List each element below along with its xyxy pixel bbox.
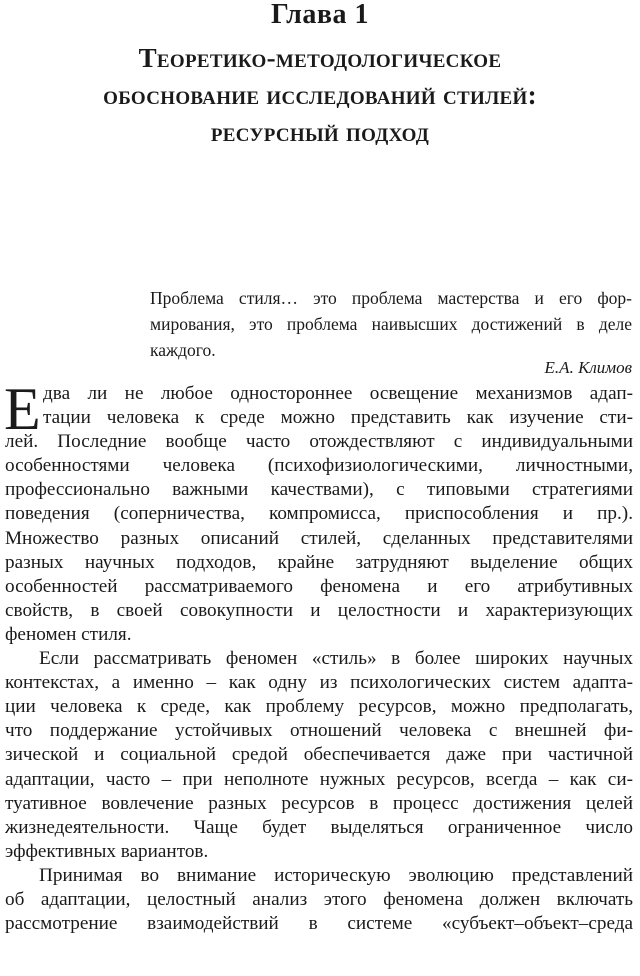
paragraph-line: Множество разных описаний стилей, сделанных представителями bbox=[5, 527, 633, 549]
drop-cap: Е bbox=[4, 376, 41, 442]
body-text bbox=[4, 376, 633, 936]
paragraph-line: об адаптации, целостный анализ этого феномена должен включать bbox=[5, 888, 633, 910]
paragraph-line: что поддержание устойчивых отношений человека с внешней фи- bbox=[5, 720, 633, 742]
chapter-title-line: Теоретико-методологическое bbox=[138, 43, 502, 73]
chapter-title-line: обоснование исследований стилей: bbox=[103, 80, 537, 110]
paragraph-line: два ли не любое одностороннее освещение механизмов адап- bbox=[43, 383, 633, 404]
paragraph-line: зической и социальной средой обеспечивается даже при частичной bbox=[5, 744, 633, 766]
paragraph-line: Принимая во внимание историческую эволюцию представлений bbox=[39, 864, 633, 886]
epigraph-line: Проблема стиля… это проблема мастерства и его фор- bbox=[150, 288, 632, 308]
paragraph-line: феномен стиля. bbox=[5, 623, 132, 645]
epigraph-line: мирования, это проблема наивысших достижений в деле bbox=[150, 314, 632, 334]
chapter-number: Глава 1 bbox=[271, 0, 369, 30]
epigraph bbox=[150, 285, 632, 363]
paragraph-line: контекстах, а именно – как одну из психологических систем адапта- bbox=[5, 672, 633, 694]
paragraph-line: поведения (соперничества, компромисса, приспособления и пр.). bbox=[5, 503, 633, 525]
paragraph-line: особенностей рассматриваемого феномена и его атрибутивных bbox=[5, 575, 633, 597]
paragraph-line: особенностями человека (психофизиологическими, личностными, bbox=[5, 455, 633, 477]
paragraph-line: жизнедеятельности. Чаще будет выделяться ограниченное число bbox=[5, 816, 633, 838]
paragraph-line: рассмотрение взаимодействий в системе «субъект–объект–среда bbox=[5, 913, 633, 935]
paragraph-line: тации человека к среде можно представить как изучение сти- bbox=[43, 407, 633, 429]
paragraph-line: Если рассматривать феномен «стиль» в более широких научных bbox=[39, 648, 633, 670]
paragraph-line: адаптации, часто – при неполноте нужных ресурсов, всегда – как си- bbox=[5, 768, 633, 790]
epigraph-line: каждого. bbox=[150, 340, 216, 360]
chapter-title-line: ресурсный подход bbox=[210, 117, 430, 147]
epigraph-author: Е.А. Климов bbox=[544, 358, 632, 377]
paragraph-line: эффективных вариантов. bbox=[5, 840, 209, 862]
paragraph-line: профессионально важными качествами), с типовыми стратегиями bbox=[5, 479, 633, 501]
paragraph-line: разных научных подходов, крайне затрудняют выделение общих bbox=[5, 551, 633, 573]
paragraph-line: ции человека к среде, как проблему ресурсов, можно предполагать, bbox=[5, 696, 633, 718]
paragraph-line: туативное вовлечение разных ресурсов в процесс достижения целей bbox=[5, 792, 633, 814]
paragraph-line: свойств, в своей совокупности и целостности и характеризующих bbox=[5, 599, 633, 621]
chapter-title bbox=[20, 40, 620, 151]
paragraph-line: лей. Последние вообще часто отождествляют с индивидуальными bbox=[5, 431, 633, 453]
